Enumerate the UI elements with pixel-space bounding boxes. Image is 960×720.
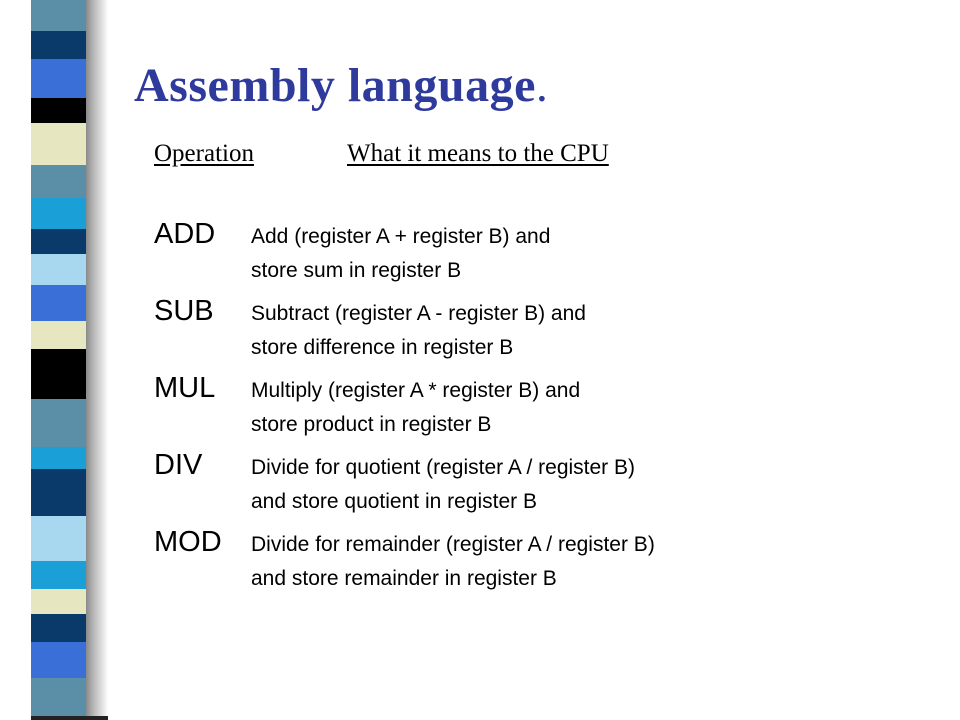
stripe-block [31,589,87,614]
operation-name: ADD [154,218,216,250]
stripe-block [31,0,87,31]
operation-mod [154,524,934,601]
stripe-block [31,399,87,446]
operation-description-line1: Divide for remainder (register A / register B) [251,533,655,556]
stripe-block [31,516,87,561]
operation-description-line2: and store quotient in register B [251,490,538,513]
slide-title [134,58,548,113]
stripe-shadow [86,0,108,720]
stripe-block [31,642,87,678]
stripe-block [31,678,87,720]
stripe-block [31,469,87,516]
stripe-block [31,561,87,589]
stripe-block [31,285,87,321]
operation-description-line2: store difference in register B [251,336,514,359]
operation-name: SUB [154,295,214,327]
operation-description-line1: Divide for quotient (register A / register B) [251,456,635,479]
stripe-block [31,349,87,399]
operation-name: MOD [154,526,222,558]
header-operation: Operation [154,140,254,167]
stripe-block [31,447,87,469]
stripe-block [31,123,87,165]
stripe-block [31,254,87,285]
operation-mul [154,370,934,447]
stripe-bottom-bar [31,716,108,720]
stripe-block [31,59,87,98]
stripe-block [31,98,87,123]
operation-name: DIV [154,449,203,481]
stripe-block [31,321,87,349]
operations-list [154,216,934,601]
operation-description-line2: and store remainder in register B [251,567,557,590]
operation-description-line2: store product in register B [251,413,492,436]
operation-div [154,447,934,524]
header-meaning: What it means to the CPU [347,140,609,167]
slide-title-period: . [535,59,549,112]
operation-description-line2: store sum in register B [251,259,462,282]
stripe-block [31,614,87,642]
operation-name: MUL [154,372,216,404]
operation-description-line1: Multiply (register A * register B) and [251,379,581,402]
stripe-block [31,198,87,229]
slide-title-text: Assembly language [134,59,536,112]
decorative-stripe [31,0,87,720]
operation-add [154,216,934,293]
stripe-block [31,165,87,198]
stripe-block [31,229,87,254]
stripe-block [31,31,87,59]
operation-description-line1: Add (register A + register B) and [251,225,551,248]
operation-description-line1: Subtract (register A - register B) and [251,302,586,325]
operation-sub [154,293,934,370]
